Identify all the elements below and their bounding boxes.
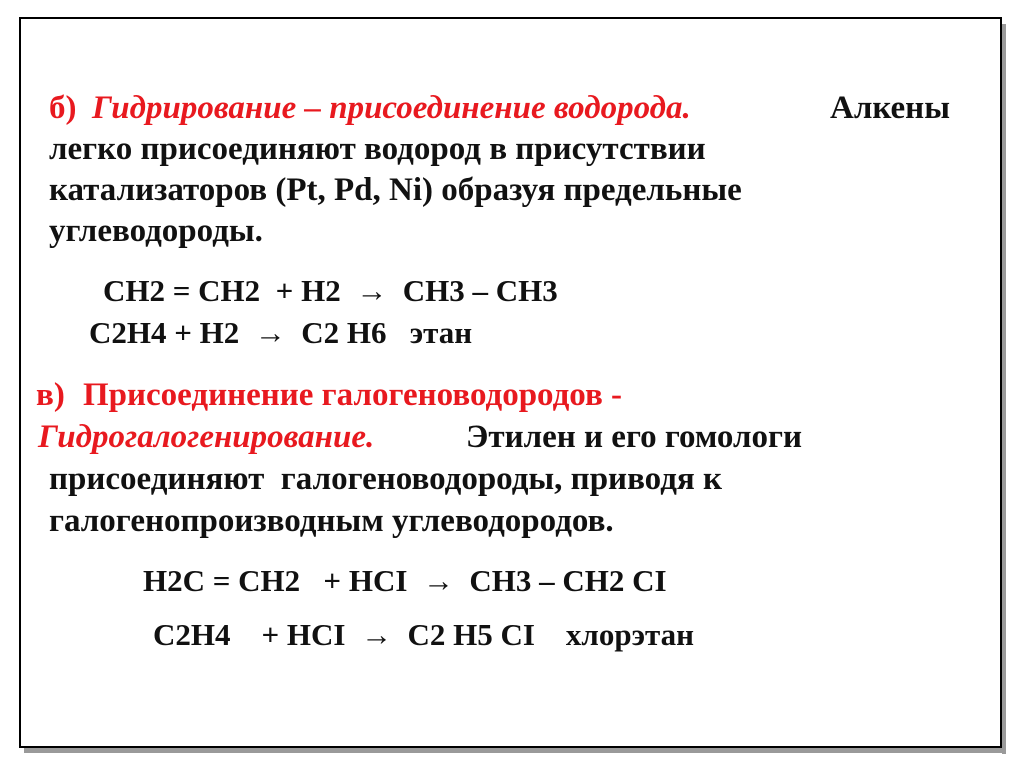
section-b-line-1: легко присоединяют водород в присутствии (49, 131, 706, 167)
section-v-subtitle: Гидрогалогенирование. (38, 419, 375, 455)
equation-hydrohalogenation-molecular: C2H4 + HCI → C2 H5 CI хлорэтан (153, 617, 694, 652)
section-v-line-0: Этилен и его гомологи (466, 419, 803, 455)
equation-hydrohalogenation-structural: H2C = CH2 + HCI → CH3 – CH2 CI (143, 563, 667, 598)
equation-hydrogenation-structural: CH2 = CH2 + H2 → CH3 – CH3 (103, 273, 558, 308)
equation-hydrogenation-molecular: C2H4 + H2 → C2 H6 этан (89, 315, 473, 350)
section-v-line-1: присоединяют галогеноводороды, приводя к (49, 461, 723, 497)
section-b-label: б) (49, 90, 77, 126)
frame-shadow-right (1002, 24, 1006, 754)
section-b-line-2: катализаторов (Pt, Pd, Ni) образуя предельные (49, 172, 742, 208)
section-v-label: в) (36, 377, 65, 413)
frame-shadow-bottom (24, 748, 1006, 753)
section-b-line-0: Алкены (830, 90, 950, 126)
section-b-line-3: углеводороды. (49, 213, 263, 249)
section-b-title: Гидрирование – присоединение водорода. (92, 90, 691, 126)
section-v-title: Присоединение галогеноводородов - (83, 377, 623, 413)
section-v-line-2: галогенопроизводным углеводородов. (49, 503, 614, 539)
